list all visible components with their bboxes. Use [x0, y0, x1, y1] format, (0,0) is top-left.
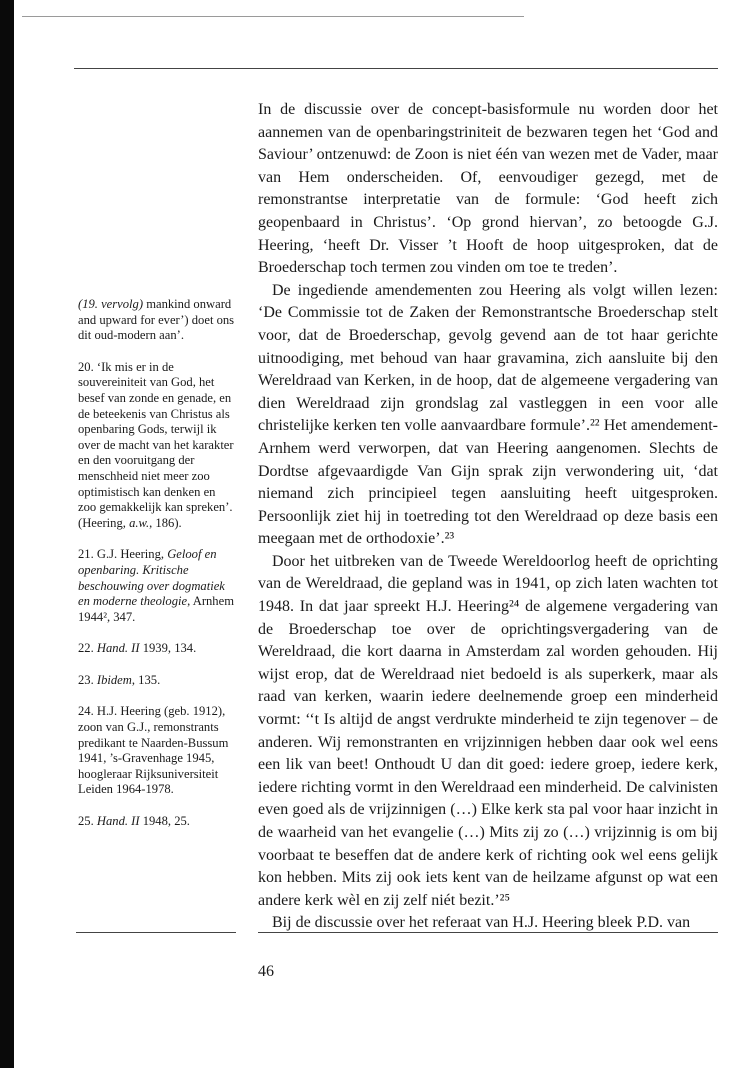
paragraph: In de discussie over de concept-basisformule nu worden door het aannemen van de openbaringstriniteit de bezwaren tegen het ‘God and Saviour’ ontzenuwd: de Zoon is niet één van wezen met de Vader, maar van Hem onderscheiden. Of, eenvoudiger gezegd, met de remonstrantse interpretatie van de formule: ‘God heeft zich geopenbaard in Christus’. ‘Op grond hiervan’, zo betoogde G.J. Heering, ‘heeft Dr. Visser ’t Hooft de hoop uitgesproken, dat de Broederschap toch termen zou vinden om toe te treden’. [258, 101, 718, 277]
scan-edge [0, 0, 14, 1068]
paragraph: Door het uitbreken van de Tweede Wereldoorlog heeft de oprichting van de Wereldraad, die gepland was in 1941, op zich laten wachten tot 1948. In dat jaar spreekt H.J. Heering²⁴ de algemene vergadering van de Broederschap toe over de oprichtingsvergadering van de Wereldraad, die kort daarna in Amsterdam zal worden gehouden. Hij wijst erop, dat de Wereldraad niet bedoeld is als superkerk, maar als raad van kerken, waarin iedere deelnemende groep een minderheid vormt: ‘‘t Is altijd de angst verdrukte minderheid te zijn tegenover – de anderen. Wij remonstranten en vrijzinnigen hebben daar ook wel eens een lik van beet! Onthoudt U dan dit goed: iedere groep, iedere kerk, iedere richting vormt in den Wereldraad een minderheid. De calvinisten even goed als de vrijzinnigen (…) Elke kerk sta pal voor haar inzicht in de waarheid van het evangelie (…) Mits zij zo (…) vrijzinnig is om bij voorbaat te beseffen dat de andere kerk of richting ook wel eens gelijk kon hebben. Mits zij ook iets kent van de heilzame afgunst op wat een andere kerk wèl en zij zelf niét bezit.’²⁵ [258, 552, 718, 909]
header-rule [74, 68, 718, 69]
paragraph: De ingediende amendementen zou Heering als volgt willen lezen: ‘De Commissie tot de Zaken der Remonstrantsche Broederschap stelt voor, dat de Broederschap, gevolg gevend aan de tot haar gerichte uitnoodiging, met behoud van haar gravamina, zich aansluite bij den Wereldraad van Kerken, in de hoop, dat de algemeene vergadering van dien Wereldraad zijn grondslag zal vastleggen in een voor alle christelijke kerken ten volle aanvaardbare formule’.²² Het amendement-Arnhem werd verworpen, dat van Heering aangenomen. Slechts de Dordtse afgevaardigde Van Gijn sprak zijn verwondering uit, ‘dat niemand zich principieel tegen aansluiting heeft uitgesproken. Persoonlijk ziet hij in toetreding tot den Wereldraad op deze basis een meegaan met de orthodoxie’.²³ [258, 281, 718, 548]
footnote: 23. Ibidem, 135. [78, 672, 161, 687]
footnote: 21. G.J. Heering, Geloof en openbaring. Kritische beschouwing over dogmatiek en moderne theologie, Arnhem 1944², 347. [78, 547, 234, 624]
footnote: (19. vervolg) mankind onward and upward for ever’) doet ons dit oud-modern aan’. [78, 297, 235, 343]
footnotes-bottom-rule [76, 932, 236, 933]
footnote: 20. ‘Ik mis er in de souvereiniteit van God, het besef van zonde en genade, en de beteekenis van Christus als openbaring Gods, terwijl ik over de macht van het karakter en den vooruitgang der menschheid niet meer zoo optimistisch kan denken en zoo gemakkelijk kan spreken’. (Heering, a.w., 186). [78, 359, 234, 530]
footnote: 24. H.J. Heering (geb. 1912), zoon van G.J., remonstrants predikant te Naarden-Bussum 1941, ’s-Gravenhage 1945, hoogleraar Rijksuniversiteit Leiden 1964-1978. [78, 704, 229, 797]
page-number: 46 [258, 963, 274, 980]
footnotes [78, 297, 236, 846]
body-text [258, 99, 718, 935]
body-bottom-rule [258, 932, 718, 933]
paragraph: Bij de discussie over het referaat van H.J. Heering bleek P.D. van [272, 914, 691, 932]
footnote: 22. Hand. II 1939, 134. [78, 641, 197, 656]
footnote: 25. Hand. II 1948, 25. [78, 814, 190, 829]
top-thin-rule [22, 16, 524, 17]
